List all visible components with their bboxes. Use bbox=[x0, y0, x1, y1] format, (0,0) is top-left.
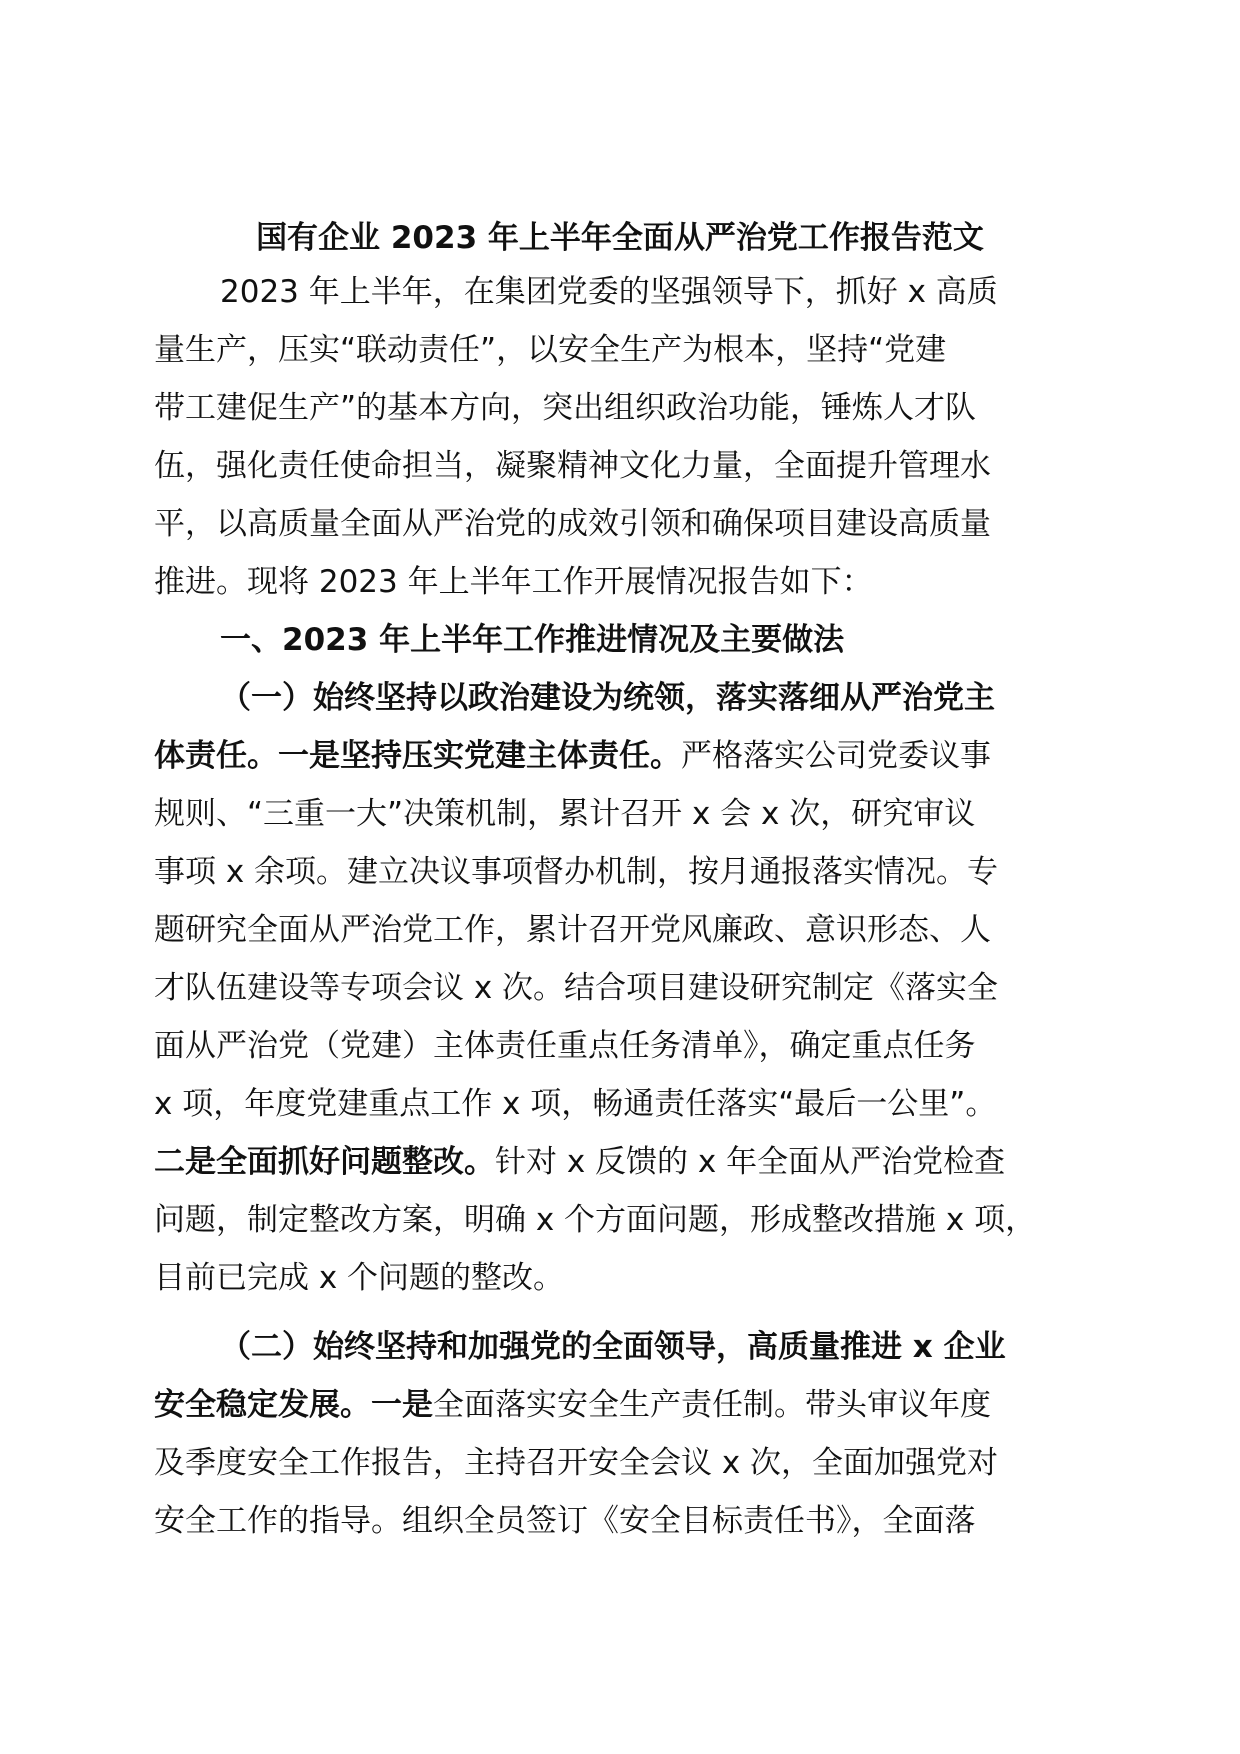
subsection-2-bold-lead: 安全稳定发展。一是 bbox=[154, 1387, 433, 1423]
document-title: 国有企业 2023 年上半年全面从严治党工作报告范文 bbox=[256, 220, 984, 256]
intro-line-4: 伍，强化责任使命担当，凝聚精神文化力量，全面提升管理水 bbox=[154, 448, 991, 484]
subsection-1-line-6: 才队伍建设等专项会议 x 次。结合项目建设研究制定《落实全 bbox=[154, 970, 999, 1006]
subsection-1-line-11: 目前已完成 x 个问题的整改。 bbox=[154, 1260, 565, 1296]
intro-line-6: 推进。现将 2023 年上半年工作开展情况报告如下： bbox=[154, 564, 873, 600]
subsection-2-line-4: 安全工作的指导。组织全员签订《安全目标责任书》，全面落 bbox=[154, 1503, 976, 1539]
subsection-1-line-2-text: 严格落实公司党委议事 bbox=[681, 738, 991, 774]
subsection-1-line-2 bbox=[154, 736, 991, 776]
subsection-2-line-1: （二）始终坚持和加强党的全面领导，高质量推进 x 企业 bbox=[220, 1329, 1006, 1365]
section-heading-1: 一、2023 年上半年工作推进情况及主要做法 bbox=[220, 622, 845, 658]
subsection-1-line-9 bbox=[154, 1142, 1005, 1182]
subsection-2-line-3: 及季度安全工作报告，主持召开安全会议 x 次，全面加强党对 bbox=[154, 1445, 999, 1481]
subsection-2-line-2-text: 全面落实安全生产责任制。带头审议年度 bbox=[433, 1387, 991, 1423]
subsection-1-bold-lead: 体责任。一是坚持压实党建主体责任。 bbox=[154, 738, 681, 774]
subsection-1-line-10: 问题，制定整改方案，明确 x 个方面问题，形成整改措施 x 项， bbox=[154, 1202, 1037, 1238]
subsection-1-line-9-text: 针对 x 反馈的 x 年全面从严治党检查 bbox=[495, 1144, 1006, 1180]
subsection-1-line-3: 规则、“三重一大”决策机制，累计召开 x 会 x 次，研究审议 bbox=[154, 796, 976, 832]
intro-line-1: 2023 年上半年，在集团党委的坚强领导下，抓好 x 高质 bbox=[220, 274, 998, 310]
subsection-1-bold-point-2: 二是全面抓好问题整改。 bbox=[154, 1144, 495, 1180]
intro-line-2: 量生产，压实“联动责任”，以安全生产为根本，坚持“党建 bbox=[154, 332, 947, 368]
subsection-1-line-8: x 项，年度党建重点工作 x 项，畅通责任落实“最后一公里”。 bbox=[154, 1086, 997, 1122]
subsection-1-line-1: （一）始终坚持以政治建设为统领，落实落细从严治党主 bbox=[220, 680, 995, 716]
subsection-2-line-2 bbox=[154, 1385, 991, 1425]
intro-line-5: 平，以高质量全面从严治党的成效引领和确保项目建设高质量 bbox=[154, 506, 991, 542]
subsection-1-line-4: 事项 x 余项。建立决议事项督办机制，按月通报落实情况。专 bbox=[154, 854, 999, 890]
subsection-1-line-5: 题研究全面从严治党工作，累计召开党风廉政、意识形态、人 bbox=[154, 912, 991, 948]
subsection-1-line-7: 面从严治党（党建）主体责任重点任务清单》，确定重点任务 bbox=[154, 1028, 976, 1064]
intro-line-3: 带工建促生产”的基本方向，突出组织政治功能，锤炼人才队 bbox=[154, 390, 977, 426]
